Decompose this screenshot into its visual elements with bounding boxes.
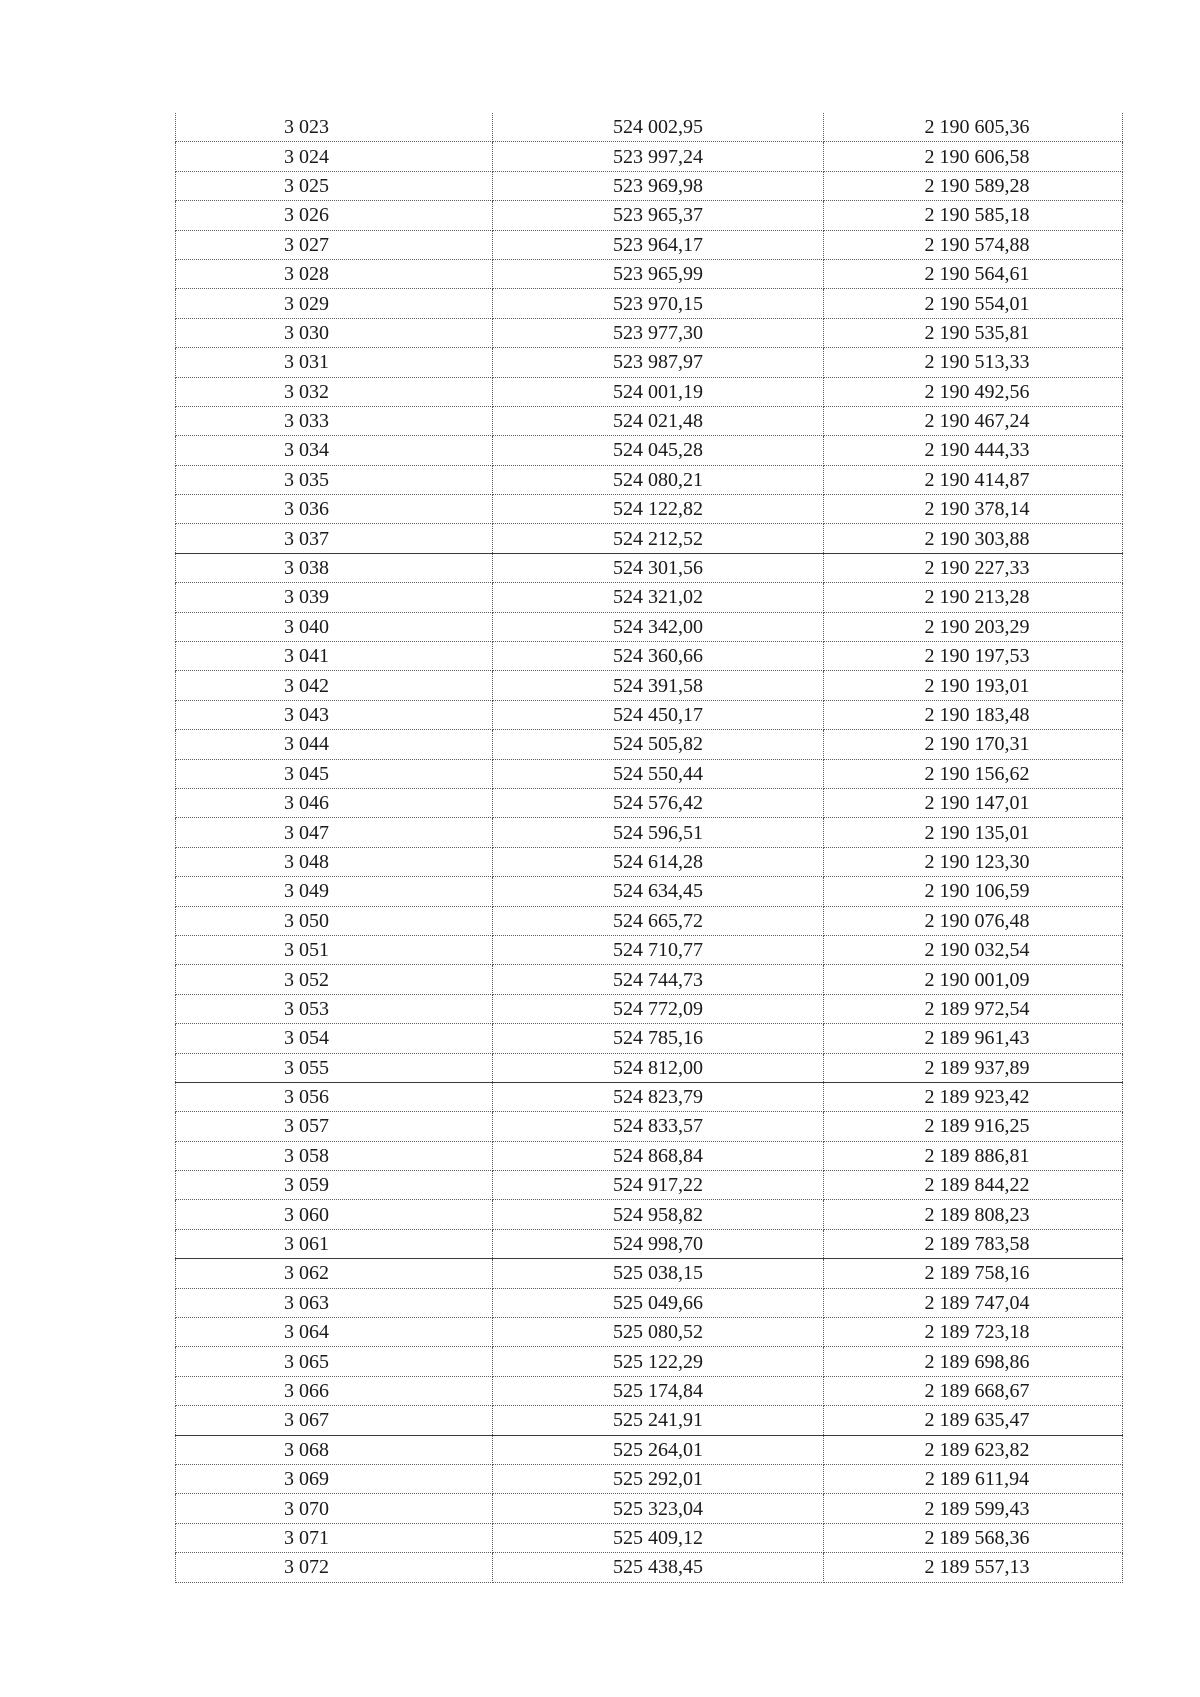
y-coordinate-cell: 2 190 193,01 (824, 671, 1123, 700)
x-coordinate-cell: 523 977,30 (493, 318, 824, 347)
table-row (176, 700, 1123, 729)
y-coordinate-cell: 2 190 414,87 (824, 465, 1123, 494)
table-row (176, 877, 1123, 906)
point-number-cell: 3 029 (176, 289, 493, 318)
table-row (176, 1259, 1123, 1288)
y-coordinate-cell: 2 189 723,18 (824, 1318, 1123, 1347)
x-coordinate-cell: 523 969,98 (493, 171, 824, 200)
coordinates-table-body (176, 113, 1123, 1582)
x-coordinate-cell: 524 001,19 (493, 377, 824, 406)
point-number-cell: 3 062 (176, 1259, 493, 1288)
y-coordinate-cell: 2 189 758,16 (824, 1259, 1123, 1288)
x-coordinate-cell: 524 710,77 (493, 935, 824, 964)
x-coordinate-cell: 525 049,66 (493, 1288, 824, 1317)
table-row (176, 1024, 1123, 1053)
x-coordinate-cell: 524 450,17 (493, 700, 824, 729)
table-row (176, 994, 1123, 1023)
y-coordinate-cell: 2 190 605,36 (824, 113, 1123, 142)
table-row (176, 583, 1123, 612)
table-row (176, 1553, 1123, 1582)
x-coordinate-cell: 525 292,01 (493, 1464, 824, 1493)
y-coordinate-cell: 2 189 557,13 (824, 1553, 1123, 1582)
table-row (176, 1053, 1123, 1082)
x-coordinate-cell: 525 174,84 (493, 1376, 824, 1405)
point-number-cell: 3 027 (176, 230, 493, 259)
point-number-cell: 3 032 (176, 377, 493, 406)
point-number-cell: 3 026 (176, 201, 493, 230)
point-number-cell: 3 052 (176, 965, 493, 994)
x-coordinate-cell: 524 833,57 (493, 1112, 824, 1141)
y-coordinate-cell: 2 190 106,59 (824, 877, 1123, 906)
x-coordinate-cell: 524 634,45 (493, 877, 824, 906)
point-number-cell: 3 042 (176, 671, 493, 700)
x-coordinate-cell: 524 823,79 (493, 1082, 824, 1111)
y-coordinate-cell: 2 190 156,62 (824, 759, 1123, 788)
y-coordinate-cell: 2 189 747,04 (824, 1288, 1123, 1317)
y-coordinate-cell: 2 189 923,42 (824, 1082, 1123, 1111)
point-number-cell: 3 047 (176, 818, 493, 847)
point-number-cell: 3 048 (176, 847, 493, 876)
x-coordinate-cell: 524 868,84 (493, 1141, 824, 1170)
y-coordinate-cell: 2 190 513,33 (824, 348, 1123, 377)
table-row (176, 818, 1123, 847)
x-coordinate-cell: 525 409,12 (493, 1523, 824, 1552)
coordinates-table (175, 113, 1123, 1583)
y-coordinate-cell: 2 189 844,22 (824, 1171, 1123, 1200)
table-row (176, 142, 1123, 171)
x-coordinate-cell: 524 505,82 (493, 730, 824, 759)
y-coordinate-cell: 2 189 635,47 (824, 1406, 1123, 1435)
y-coordinate-cell: 2 189 568,36 (824, 1523, 1123, 1552)
y-coordinate-cell: 2 190 203,29 (824, 612, 1123, 641)
y-coordinate-cell: 2 190 147,01 (824, 788, 1123, 817)
table-row (176, 1082, 1123, 1111)
point-number-cell: 3 030 (176, 318, 493, 347)
y-coordinate-cell: 2 189 886,81 (824, 1141, 1123, 1170)
point-number-cell: 3 044 (176, 730, 493, 759)
point-number-cell: 3 045 (176, 759, 493, 788)
point-number-cell: 3 031 (176, 348, 493, 377)
table-row (176, 201, 1123, 230)
y-coordinate-cell: 2 189 599,43 (824, 1494, 1123, 1523)
table-row (176, 1494, 1123, 1523)
x-coordinate-cell: 524 301,56 (493, 553, 824, 582)
table-row (176, 524, 1123, 553)
y-coordinate-cell: 2 190 183,48 (824, 700, 1123, 729)
table-row (176, 348, 1123, 377)
table-row (176, 495, 1123, 524)
table-row (176, 1200, 1123, 1229)
x-coordinate-cell: 524 342,00 (493, 612, 824, 641)
table-row (176, 759, 1123, 788)
point-number-cell: 3 061 (176, 1229, 493, 1258)
point-number-cell: 3 066 (176, 1376, 493, 1405)
y-coordinate-cell: 2 190 585,18 (824, 201, 1123, 230)
y-coordinate-cell: 2 190 444,33 (824, 436, 1123, 465)
table-row (176, 318, 1123, 347)
y-coordinate-cell: 2 190 032,54 (824, 935, 1123, 964)
y-coordinate-cell: 2 190 170,31 (824, 730, 1123, 759)
table-row (176, 1112, 1123, 1141)
point-number-cell: 3 069 (176, 1464, 493, 1493)
x-coordinate-cell: 524 321,02 (493, 583, 824, 612)
point-number-cell: 3 023 (176, 113, 493, 142)
x-coordinate-cell: 523 965,37 (493, 201, 824, 230)
y-coordinate-cell: 2 189 972,54 (824, 994, 1123, 1023)
x-coordinate-cell: 525 122,29 (493, 1347, 824, 1376)
x-coordinate-cell: 525 241,91 (493, 1406, 824, 1435)
point-number-cell: 3 028 (176, 259, 493, 288)
point-number-cell: 3 065 (176, 1347, 493, 1376)
y-coordinate-cell: 2 189 668,67 (824, 1376, 1123, 1405)
y-coordinate-cell: 2 190 492,56 (824, 377, 1123, 406)
point-number-cell: 3 035 (176, 465, 493, 494)
x-coordinate-cell: 523 997,24 (493, 142, 824, 171)
x-coordinate-cell: 523 964,17 (493, 230, 824, 259)
table-row (176, 230, 1123, 259)
x-coordinate-cell: 524 002,95 (493, 113, 824, 142)
x-coordinate-cell: 524 391,58 (493, 671, 824, 700)
x-coordinate-cell: 524 021,48 (493, 406, 824, 435)
table-row (176, 171, 1123, 200)
table-row (176, 847, 1123, 876)
table-row (176, 465, 1123, 494)
table-row (176, 1347, 1123, 1376)
table-row (176, 1288, 1123, 1317)
y-coordinate-cell: 2 190 213,28 (824, 583, 1123, 612)
point-number-cell: 3 039 (176, 583, 493, 612)
x-coordinate-cell: 524 212,52 (493, 524, 824, 553)
point-number-cell: 3 041 (176, 642, 493, 671)
y-coordinate-cell: 2 189 783,58 (824, 1229, 1123, 1258)
point-number-cell: 3 060 (176, 1200, 493, 1229)
x-coordinate-cell: 523 970,15 (493, 289, 824, 318)
y-coordinate-cell: 2 189 916,25 (824, 1112, 1123, 1141)
table-row (176, 436, 1123, 465)
y-coordinate-cell: 2 189 623,82 (824, 1435, 1123, 1464)
point-number-cell: 3 051 (176, 935, 493, 964)
table-row (176, 788, 1123, 817)
point-number-cell: 3 050 (176, 906, 493, 935)
y-coordinate-cell: 2 190 467,24 (824, 406, 1123, 435)
table-row (176, 406, 1123, 435)
point-number-cell: 3 054 (176, 1024, 493, 1053)
point-number-cell: 3 059 (176, 1171, 493, 1200)
table-row (176, 965, 1123, 994)
y-coordinate-cell: 2 190 606,58 (824, 142, 1123, 171)
y-coordinate-cell: 2 190 564,61 (824, 259, 1123, 288)
x-coordinate-cell: 524 772,09 (493, 994, 824, 1023)
x-coordinate-cell: 524 614,28 (493, 847, 824, 876)
table-row (176, 289, 1123, 318)
table-row (176, 1406, 1123, 1435)
x-coordinate-cell: 524 080,21 (493, 465, 824, 494)
point-number-cell: 3 067 (176, 1406, 493, 1435)
point-number-cell: 3 055 (176, 1053, 493, 1082)
y-coordinate-cell: 2 189 961,43 (824, 1024, 1123, 1053)
point-number-cell: 3 046 (176, 788, 493, 817)
table-row (176, 1464, 1123, 1493)
point-number-cell: 3 024 (176, 142, 493, 171)
y-coordinate-cell: 2 190 303,88 (824, 524, 1123, 553)
point-number-cell: 3 040 (176, 612, 493, 641)
point-number-cell: 3 037 (176, 524, 493, 553)
y-coordinate-cell: 2 190 554,01 (824, 289, 1123, 318)
table-row (176, 935, 1123, 964)
y-coordinate-cell: 2 190 589,28 (824, 171, 1123, 200)
point-number-cell: 3 068 (176, 1435, 493, 1464)
y-coordinate-cell: 2 190 574,88 (824, 230, 1123, 259)
y-coordinate-cell: 2 189 937,89 (824, 1053, 1123, 1082)
point-number-cell: 3 064 (176, 1318, 493, 1347)
x-coordinate-cell: 524 785,16 (493, 1024, 824, 1053)
x-coordinate-cell: 524 360,66 (493, 642, 824, 671)
x-coordinate-cell: 524 812,00 (493, 1053, 824, 1082)
point-number-cell: 3 025 (176, 171, 493, 200)
point-number-cell: 3 043 (176, 700, 493, 729)
point-number-cell: 3 036 (176, 495, 493, 524)
y-coordinate-cell: 2 190 001,09 (824, 965, 1123, 994)
y-coordinate-cell: 2 190 135,01 (824, 818, 1123, 847)
y-coordinate-cell: 2 189 611,94 (824, 1464, 1123, 1493)
y-coordinate-cell: 2 190 227,33 (824, 553, 1123, 582)
x-coordinate-cell: 524 744,73 (493, 965, 824, 994)
table-row (176, 553, 1123, 582)
point-number-cell: 3 058 (176, 1141, 493, 1170)
table-row (176, 113, 1123, 142)
point-number-cell: 3 038 (176, 553, 493, 582)
x-coordinate-cell: 525 438,45 (493, 1553, 824, 1582)
y-coordinate-cell: 2 190 076,48 (824, 906, 1123, 935)
point-number-cell: 3 057 (176, 1112, 493, 1141)
y-coordinate-cell: 2 190 535,81 (824, 318, 1123, 347)
x-coordinate-cell: 525 080,52 (493, 1318, 824, 1347)
table-row (176, 259, 1123, 288)
y-coordinate-cell: 2 190 378,14 (824, 495, 1123, 524)
point-number-cell: 3 033 (176, 406, 493, 435)
y-coordinate-cell: 2 189 808,23 (824, 1200, 1123, 1229)
table-row (176, 1171, 1123, 1200)
y-coordinate-cell: 2 190 197,53 (824, 642, 1123, 671)
table-row (176, 730, 1123, 759)
table-row (176, 612, 1123, 641)
point-number-cell: 3 063 (176, 1288, 493, 1317)
point-number-cell: 3 034 (176, 436, 493, 465)
x-coordinate-cell: 524 576,42 (493, 788, 824, 817)
x-coordinate-cell: 524 122,82 (493, 495, 824, 524)
table-row (176, 1376, 1123, 1405)
table-row (176, 377, 1123, 406)
x-coordinate-cell: 523 987,97 (493, 348, 824, 377)
x-coordinate-cell: 524 045,28 (493, 436, 824, 465)
point-number-cell: 3 070 (176, 1494, 493, 1523)
point-number-cell: 3 049 (176, 877, 493, 906)
x-coordinate-cell: 524 958,82 (493, 1200, 824, 1229)
x-coordinate-cell: 525 323,04 (493, 1494, 824, 1523)
point-number-cell: 3 056 (176, 1082, 493, 1111)
x-coordinate-cell: 524 998,70 (493, 1229, 824, 1258)
table-row (176, 1141, 1123, 1170)
table-row (176, 1229, 1123, 1258)
y-coordinate-cell: 2 189 698,86 (824, 1347, 1123, 1376)
point-number-cell: 3 072 (176, 1553, 493, 1582)
table-row (176, 1318, 1123, 1347)
point-number-cell: 3 053 (176, 994, 493, 1023)
x-coordinate-cell: 523 965,99 (493, 259, 824, 288)
x-coordinate-cell: 525 038,15 (493, 1259, 824, 1288)
x-coordinate-cell: 524 665,72 (493, 906, 824, 935)
table-row (176, 1523, 1123, 1552)
x-coordinate-cell: 524 917,22 (493, 1171, 824, 1200)
table-row (176, 1435, 1123, 1464)
table-row (176, 906, 1123, 935)
table-row (176, 642, 1123, 671)
y-coordinate-cell: 2 190 123,30 (824, 847, 1123, 876)
table-row (176, 671, 1123, 700)
x-coordinate-cell: 524 550,44 (493, 759, 824, 788)
point-number-cell: 3 071 (176, 1523, 493, 1552)
x-coordinate-cell: 524 596,51 (493, 818, 824, 847)
x-coordinate-cell: 525 264,01 (493, 1435, 824, 1464)
